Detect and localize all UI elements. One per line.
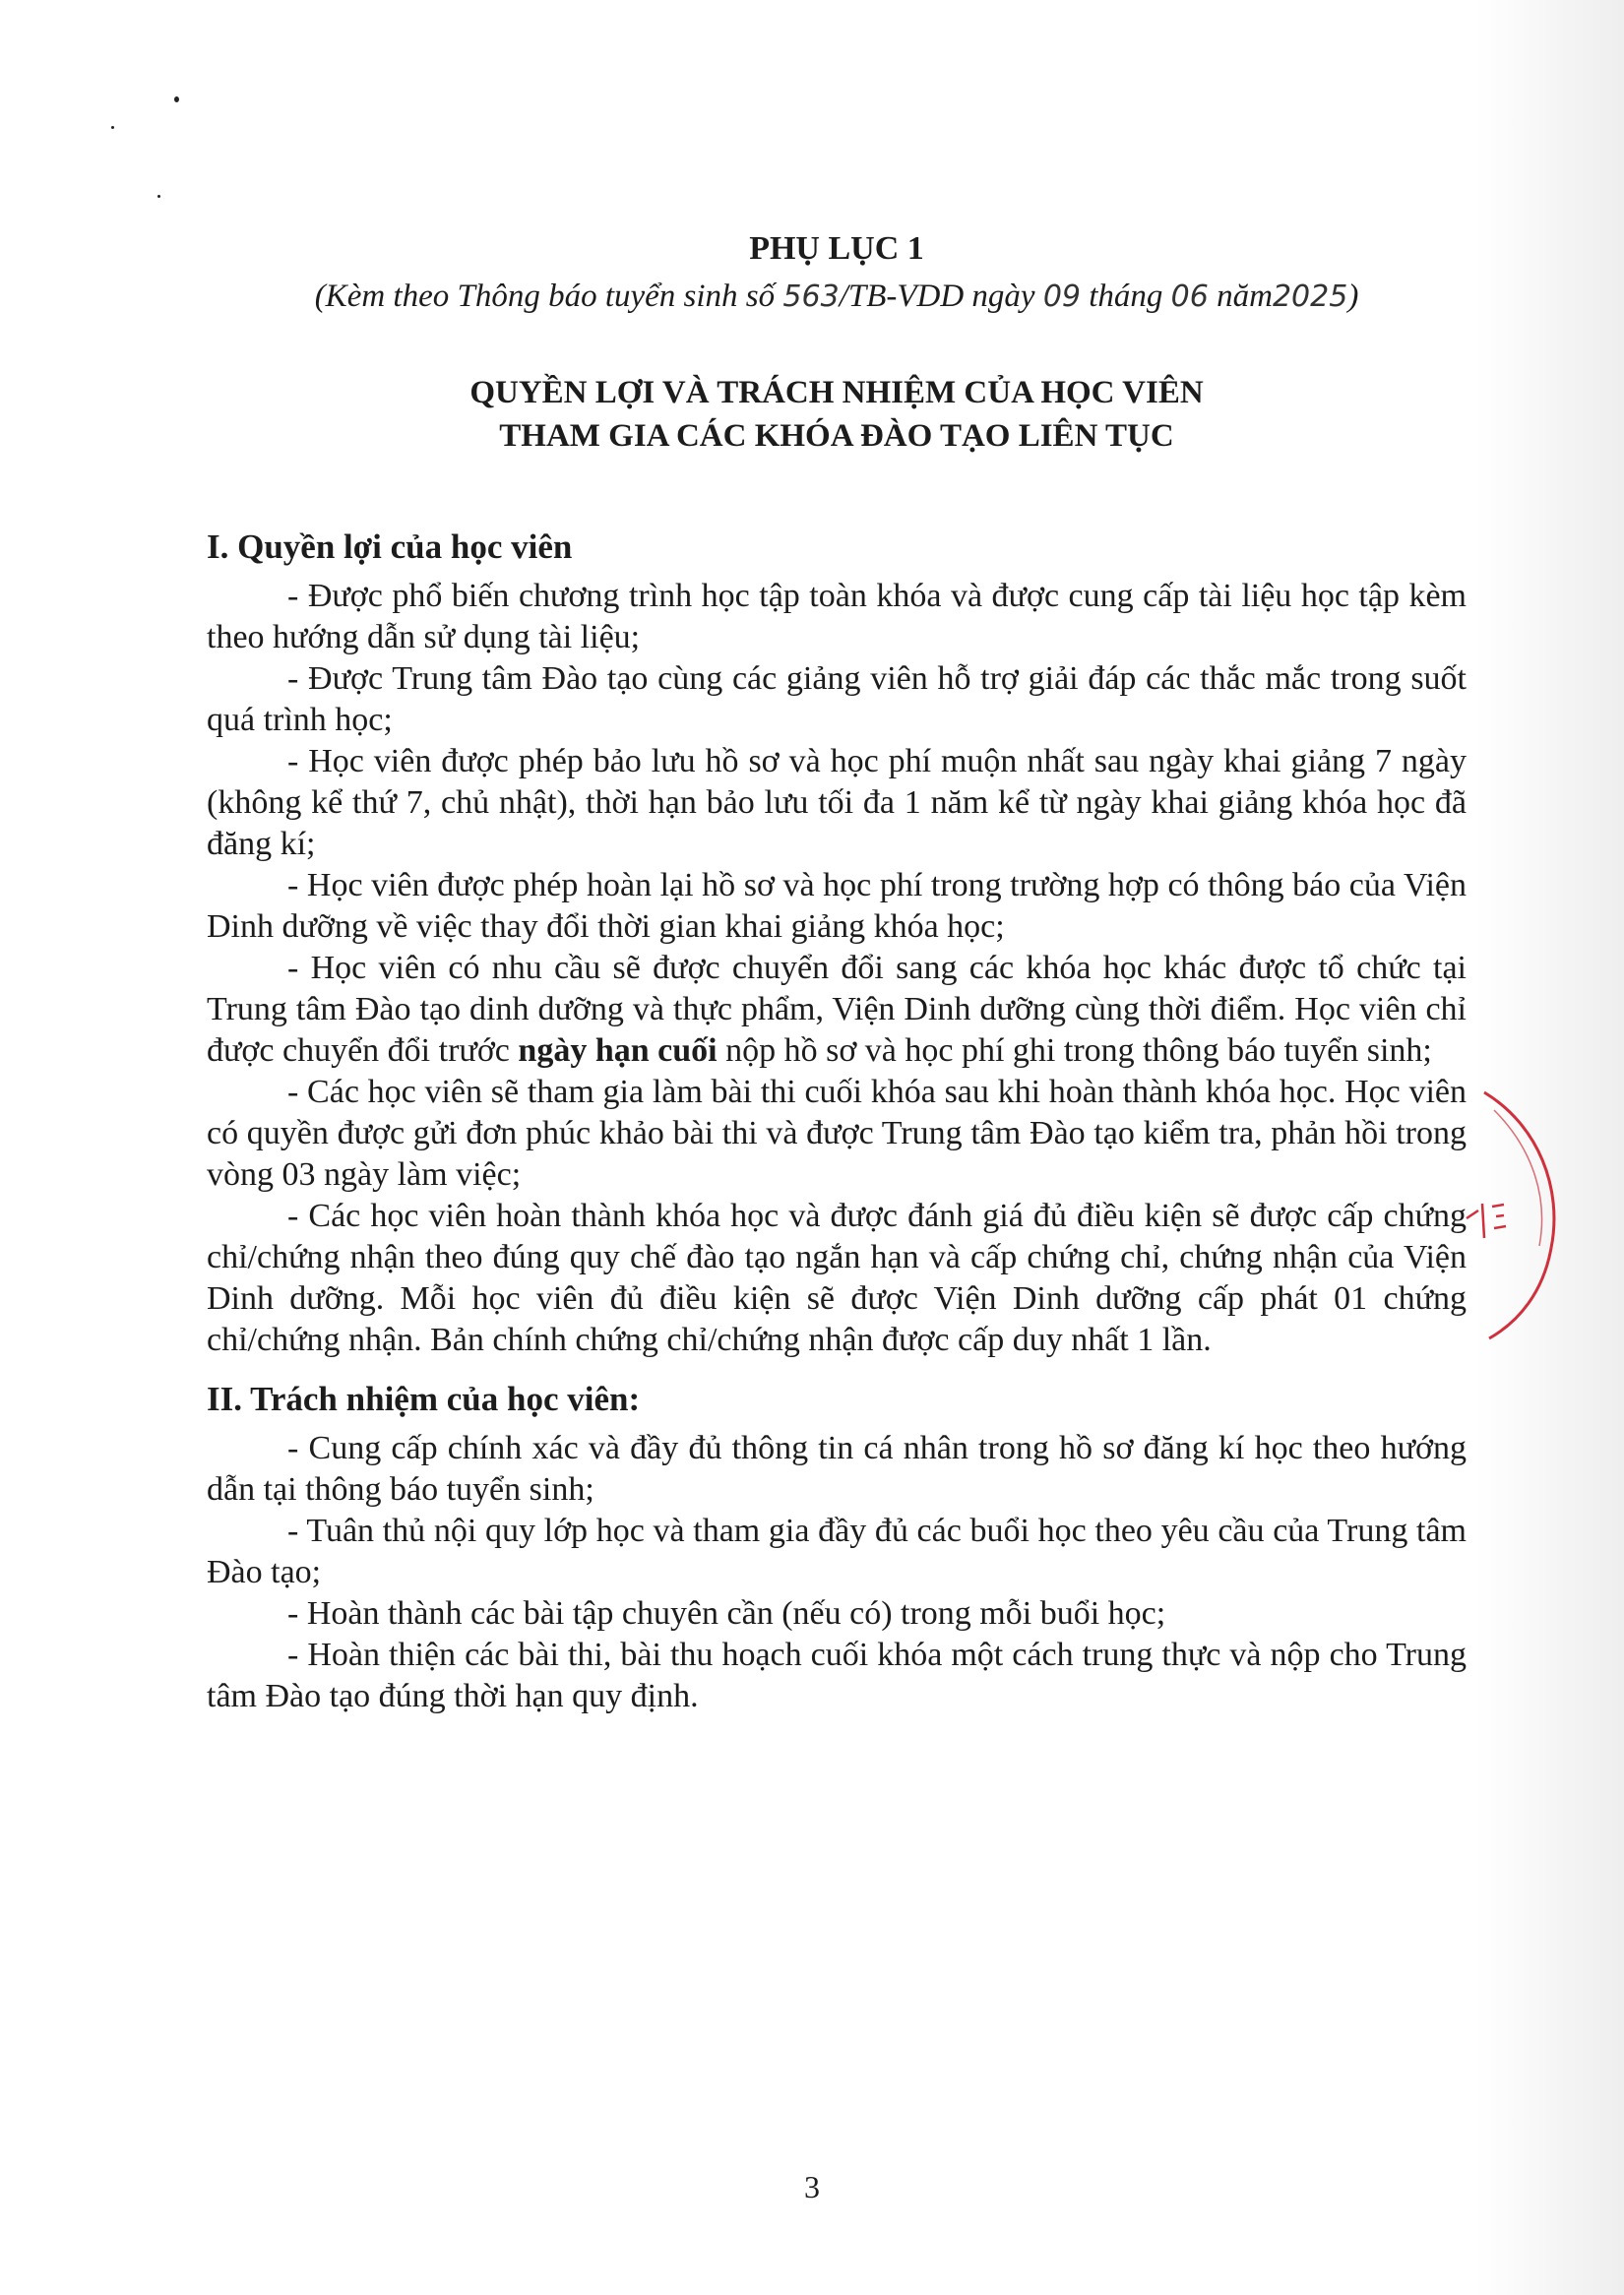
- rights-item-text: nộp hồ sơ và học phí ghi trong thông báo tuyển sinh;: [717, 1032, 1432, 1069]
- reference-mid: năm: [1208, 279, 1273, 314]
- reference-suffix: ): [1347, 279, 1359, 314]
- appendix-reference: [207, 276, 1467, 318]
- responsibility-item: - Cung cấp chính xác và đầy đủ thông tin cá nhân trong hồ sơ đăng kí học theo hướng dẫn tại thông báo tuyển sinh;: [207, 1430, 1467, 1508]
- rights-item: [207, 948, 1467, 1072]
- section-heading-responsibilities: II. Trách nhiệm của học viên:: [207, 1380, 641, 1418]
- handwritten-month: 06: [1170, 279, 1209, 314]
- responsibility-item: - Hoàn thành các bài tập chuyên cần (nếu có) trong mỗi buổi học;: [287, 1595, 1166, 1632]
- deadline-emphasis: ngày hạn cuối: [518, 1032, 718, 1069]
- rights-item: - Học viên được phép hoàn lại hồ sơ và học phí trong trường hợp có thông báo của Viện Dinh dưỡng về việc thay đổi thời gian khai giảng khóa học;: [207, 867, 1467, 945]
- red-stamp-mark: [1465, 1081, 1573, 1346]
- rights-item: - Được Trung tâm Đào tạo cùng các giảng viên hỗ trợ giải đáp các thắc mắc trong suốt quá trình học;: [207, 660, 1467, 738]
- handwritten-year: 2025: [1272, 279, 1348, 314]
- rights-item-text: - Học viên có nhu cầu sẽ được chuyển đổi sang các khóa học khác được tổ chức tại Trung tâm Đào tạo dinh dưỡng và thực phẩm, Viện Dinh dưỡng cùng thời điểm. Học viên chỉ được chuyển đổi trước: [207, 950, 1467, 1069]
- handwritten-day: 09: [1042, 279, 1081, 314]
- appendix-title: PHỤ LỤC 1: [749, 230, 924, 267]
- responsibility-item: - Tuân thủ nội quy lớp học và tham gia đầy đủ các buổi học theo yêu cầu của Trung tâm Đào tạo;: [207, 1513, 1467, 1590]
- scan-speck: [111, 126, 114, 129]
- scan-speck: [157, 195, 160, 198]
- document-title-line2: THAM GIA CÁC KHÓA ĐÀO TẠO LIÊN TỤC: [499, 418, 1174, 454]
- responsibility-item: - Hoàn thiện các bài thi, bài thu hoạch cuối khóa một cách trung thực và nộp cho Trung tâm Đào tạo đúng thời hạn quy định.: [207, 1637, 1467, 1714]
- handwritten-number: 563: [782, 279, 840, 314]
- rights-item: - Được phổ biến chương trình học tập toàn khóa và được cung cấp tài liệu học tập kèm theo hướng dẫn sử dụng tài liệu;: [207, 578, 1467, 655]
- document-title: [207, 371, 1467, 458]
- reference-mid: /TB-VDD ngày: [839, 279, 1043, 314]
- rights-item: - Các học viên hoàn thành khóa học và được đánh giá đủ điều kiện sẽ được cấp chứng chỉ/chứng nhận theo đúng quy chế đào tạo ngắn hạn và cấp chứng chỉ, chứng nhận của Viện Dinh dưỡng. Mỗi học viên đủ điều kiện sẽ được Viện Dinh dưỡng cấp phát 01 chứng chỉ/chứng nhận. Bản chính chứng chỉ/chứng nhận được cấp duy nhất 1 lần.: [207, 1198, 1467, 1358]
- section-heading-rights: I. Quyền lợi của học viên: [207, 527, 573, 566]
- document-page: [207, 228, 1467, 1717]
- rights-item: - Học viên được phép bảo lưu hồ sơ và học phí muộn nhất sau ngày khai giảng 7 ngày (không kể thứ 7, chủ nhật), thời hạn bảo lưu tối đa 1 năm kể từ ngày khai giảng khóa học đã đăng kí;: [207, 743, 1467, 862]
- scan-speck: [174, 96, 179, 102]
- reference-prefix: (Kèm theo Thông báo tuyển sinh số: [314, 279, 783, 314]
- page-number: 3: [804, 2169, 820, 2204]
- document-title-line1: QUYỀN LỢI VÀ TRÁCH NHIỆM CỦA HỌC VIÊN: [469, 375, 1204, 410]
- reference-mid: tháng: [1081, 279, 1171, 314]
- rights-item: - Các học viên sẽ tham gia làm bài thi cuối khóa sau khi hoàn thành khóa học. Học viên có quyền được gửi đơn phúc khảo bài thi và được Trung tâm Đào tạo kiểm tra, phản hồi trong vòng 03 ngày làm việc;: [207, 1074, 1467, 1193]
